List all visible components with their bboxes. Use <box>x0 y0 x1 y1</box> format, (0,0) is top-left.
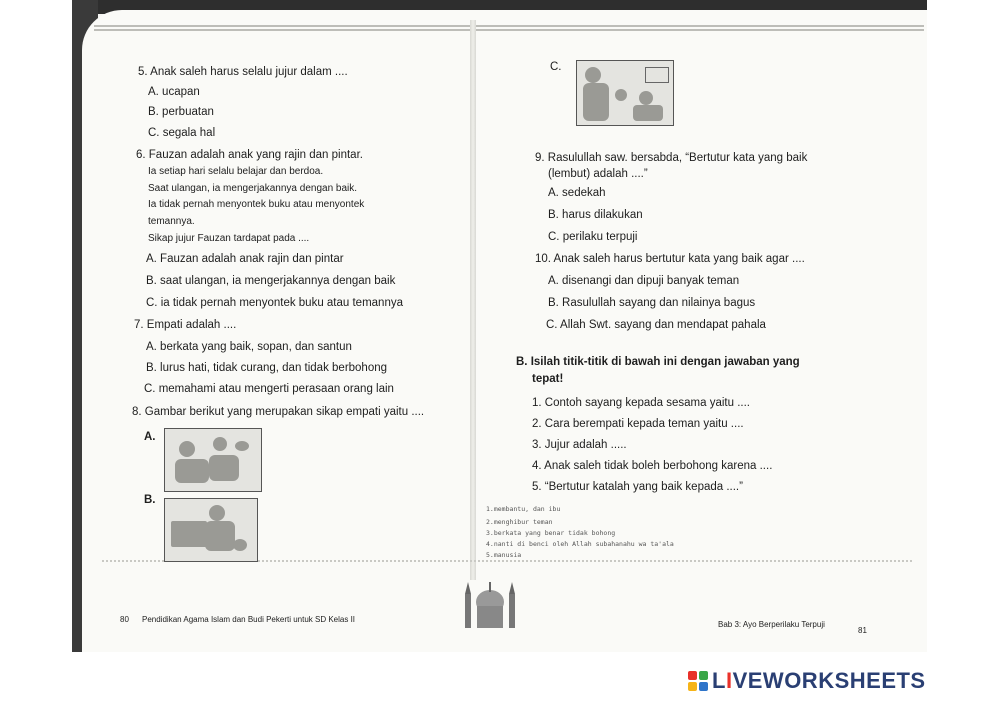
q10-option-a: A. disenangi dan dipuji banyak teman <box>548 275 740 287</box>
right-page-number: 81 <box>858 626 867 635</box>
q7-option-b: B. lurus hati, tidak curang, dan tidak berbohong <box>146 362 388 374</box>
q8-option-b-label: B. <box>144 494 156 506</box>
handwritten-answer-5: 5.manusia <box>486 551 522 559</box>
section-b-title-2: tepat! <box>532 373 564 385</box>
handwritten-answer-1: 1.membantu, dan ibu <box>486 505 561 513</box>
q7-option-a: A. berkata yang baik, sopan, dan santun <box>146 341 352 353</box>
book-spine <box>470 20 476 580</box>
q8-question: 8. Gambar berikut yang merupakan sikap empati yaitu .... <box>132 406 425 418</box>
mosque-ornament-icon <box>457 572 523 630</box>
liveworksheets-logo-text: LIVEWORKSHEETS <box>712 668 926 693</box>
scanned-book-spread <box>72 0 927 652</box>
section-b-item-4: 4. Anak saleh tidak boleh berbohong karena .... <box>532 460 773 472</box>
section-b-title-1: B. Isilah titik-titik di bawah ini dengan jawaban yang <box>516 356 800 368</box>
q10-question: 10. Anak saleh harus bertutur kata yang baik agar .... <box>535 253 805 265</box>
q6-line-6: Sikap jujur Fauzan tardapat pada .... <box>148 233 310 244</box>
handwritten-answer-3: 3.berkata yang benar tidak bohong <box>486 529 616 537</box>
q5-option-b: B. perbuatan <box>148 106 214 118</box>
section-b-item-3: 3. Jujur adalah ..... <box>532 439 627 451</box>
q8-option-a-illustration <box>164 428 262 492</box>
q8-option-b-illustration <box>164 498 258 562</box>
handwritten-answer-2: 2.menghibur teman <box>486 518 553 526</box>
q9-option-a: A. sedekah <box>548 187 606 199</box>
q6-line-1: 6. Fauzan adalah anak yang rajin dan pintar. <box>136 149 363 161</box>
liveworksheets-logo <box>688 667 926 695</box>
left-page-number: 80 <box>120 615 129 624</box>
left-book-title: Pendidikan Agama Islam dan Budi Pekerti untuk SD Kelas II <box>142 615 356 624</box>
q5-question: 5. Anak saleh harus selalu jujur dalam .... <box>138 66 348 78</box>
q6-option-c: C. ia tidak pernah menyontek buku atau temannya <box>146 297 403 309</box>
q5-option-a: A. ucapan <box>148 86 200 98</box>
q9-line-1: 9. Rasulullah saw. bersabda, “Bertutur kata yang baik <box>535 152 808 164</box>
q8-option-c-illustration <box>576 60 674 126</box>
q9-option-b: B. harus dilakukan <box>548 209 643 221</box>
q6-line-5: temannya. <box>148 216 195 227</box>
q8-option-a-label: A. <box>144 431 156 443</box>
section-b-item-2: 2. Cara berempati kepada teman yaitu .... <box>532 418 744 430</box>
handwritten-answer-4: 4.nanti di benci oleh Allah subahanahu wa ta'ala <box>486 540 674 548</box>
liveworksheets-logo-icon <box>688 671 708 691</box>
q6-line-4: Ia tidak pernah menyontek buku atau menyontek <box>148 199 365 210</box>
q6-option-b: B. saat ulangan, ia mengerjakannya dengan baik <box>146 275 396 287</box>
q9-line-2: (lembut) adalah ....” <box>548 168 648 180</box>
q7-question: 7. Empati adalah .... <box>134 319 237 331</box>
section-b-item-1: 1. Contoh sayang kepada sesama yaitu .... <box>532 397 750 409</box>
q5-option-c: C. segala hal <box>148 127 216 139</box>
q6-line-3: Saat ulangan, ia mengerjakannya dengan baik. <box>148 183 358 194</box>
q9-option-c: C. perilaku terpuji <box>548 231 638 243</box>
right-chapter-title: Bab 3: Ayo Berperilaku Terpuji <box>718 620 825 629</box>
q6-line-2: Ia setiap hari selalu belajar dan berdoa. <box>148 166 324 177</box>
q7-option-c: C. memahami atau mengerti perasaan orang lain <box>144 383 394 395</box>
q10-option-b: B. Rasulullah sayang dan nilainya bagus <box>548 297 756 309</box>
section-b-item-5: 5. “Bertutur katalah yang baik kepada ....” <box>532 481 743 493</box>
q10-option-c: C. Allah Swt. sayang dan mendapat pahala <box>546 319 766 331</box>
q6-option-a: A. Fauzan adalah anak rajin dan pintar <box>146 253 344 265</box>
q8-option-c-label: C. <box>550 61 562 73</box>
